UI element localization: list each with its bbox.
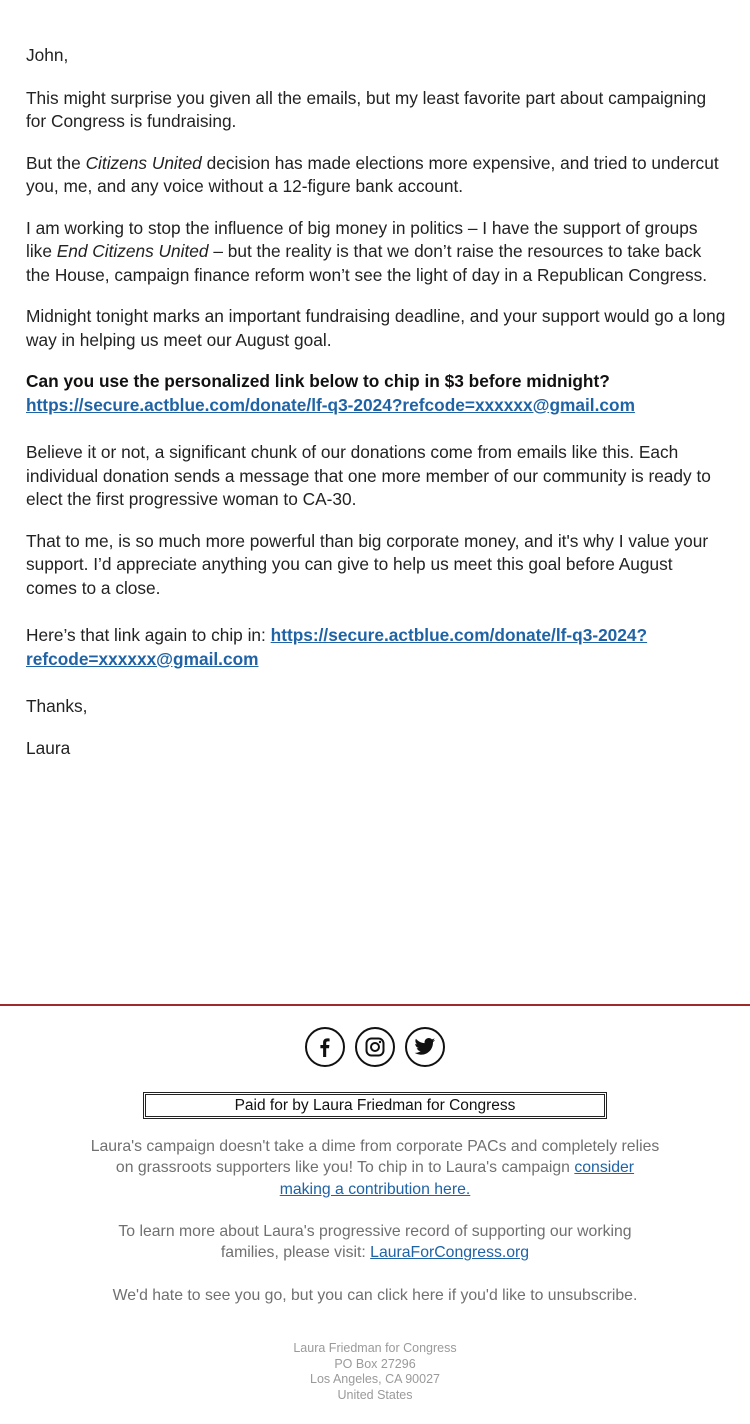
paid-for-disclaimer: Paid for by Laura Friedman for Congress <box>143 1092 607 1119</box>
mailing-address <box>0 1341 750 1403</box>
learn-more-text: To learn more about Laura's progressive record of supporting our working families, please visit: <box>118 1223 632 1262</box>
signature: Laura <box>26 737 71 758</box>
contribution-link[interactable]: consider making a contribution here. <box>279 1159 635 1198</box>
greeting: John, <box>26 45 69 65</box>
learn-more-message <box>90 1221 660 1264</box>
twitter-icon[interactable] <box>405 1027 445 1067</box>
p2-text-b: decision has made elections more expensive, and tried to undercut you, me, and any voice without a 12-figure bank account. <box>26 152 719 196</box>
p3-emphasis: End Citizens United <box>56 241 209 261</box>
email-body <box>26 44 726 778</box>
donate-link-again[interactable]: https://secure.actblue.com/donate/lf-q3-2024?refcode=xxxxxx@gmail.com <box>26 625 648 669</box>
p3-text-b: – but the reality is that we don’t raise the resources to take back the House, campaign finance reform won’t see the light of day in a Republican Congress. <box>26 241 708 285</box>
donate-link[interactable]: https://secure.actblue.com/donate/lf-q3-2024?refcode=xxxxxx@gmail.com <box>26 394 635 415</box>
p2-text-a: But the <box>26 152 86 173</box>
instagram-icon[interactable] <box>355 1027 395 1067</box>
address-city: Los Angeles, CA 90027 <box>310 1372 440 1386</box>
address-po-box: PO Box 27296 <box>334 1356 416 1371</box>
p3-text-a: I am working to stop the influence of big money in politics – I have the support of groups like <box>26 217 698 261</box>
social-links <box>0 1027 750 1067</box>
paragraph-3 <box>26 217 726 288</box>
link-again <box>26 624 726 671</box>
paragraph-1: This might surprise you given all the emails, but my least favorite part about campaigning for Congress is fundraising. <box>26 87 707 131</box>
paragraph-2 <box>26 152 726 199</box>
facebook-icon[interactable] <box>305 1027 345 1067</box>
paragraph-6: That to me, is so much more powerful than big corporate money, and it's why I value your support. I’d appreciate anything you can give to help us meet this goal before August comes to a close. <box>26 530 709 598</box>
website-link[interactable]: LauraForCongress.org <box>370 1244 530 1262</box>
address-country: United States <box>337 1387 413 1402</box>
signoff: Thanks, <box>26 696 88 716</box>
grassroots-text: Laura's campaign doesn't take a dime from corporate PACs and completely relies on grassroots supporters like you! To chip in to Laura's campaign <box>90 1138 660 1177</box>
grassroots-message <box>90 1136 660 1200</box>
footer-divider <box>0 1004 750 1006</box>
unsubscribe-message[interactable]: We'd hate to see you go, but you can click here if you'd like to unsubscribe. <box>112 1287 638 1304</box>
address-name: Laura Friedman for Congress <box>293 1341 457 1355</box>
again-text: Here’s that link again to chip in: <box>26 625 271 645</box>
paragraph-5: Believe it or not, a significant chunk of our donations come from emails like this. Each individual donation sends a message that one more member of our community is ready to elect the first progressive woman to CA-30. <box>26 442 711 509</box>
paragraph-4: Midnight tonight marks an important fundraising deadline, and your support would go a long way in helping us meet our August goal. <box>26 306 726 350</box>
donation-ask <box>26 370 726 417</box>
p2-emphasis: Citizens United <box>85 152 202 173</box>
ask-text: Can you use the personalized link below to chip in $3 before midnight? <box>26 371 610 391</box>
